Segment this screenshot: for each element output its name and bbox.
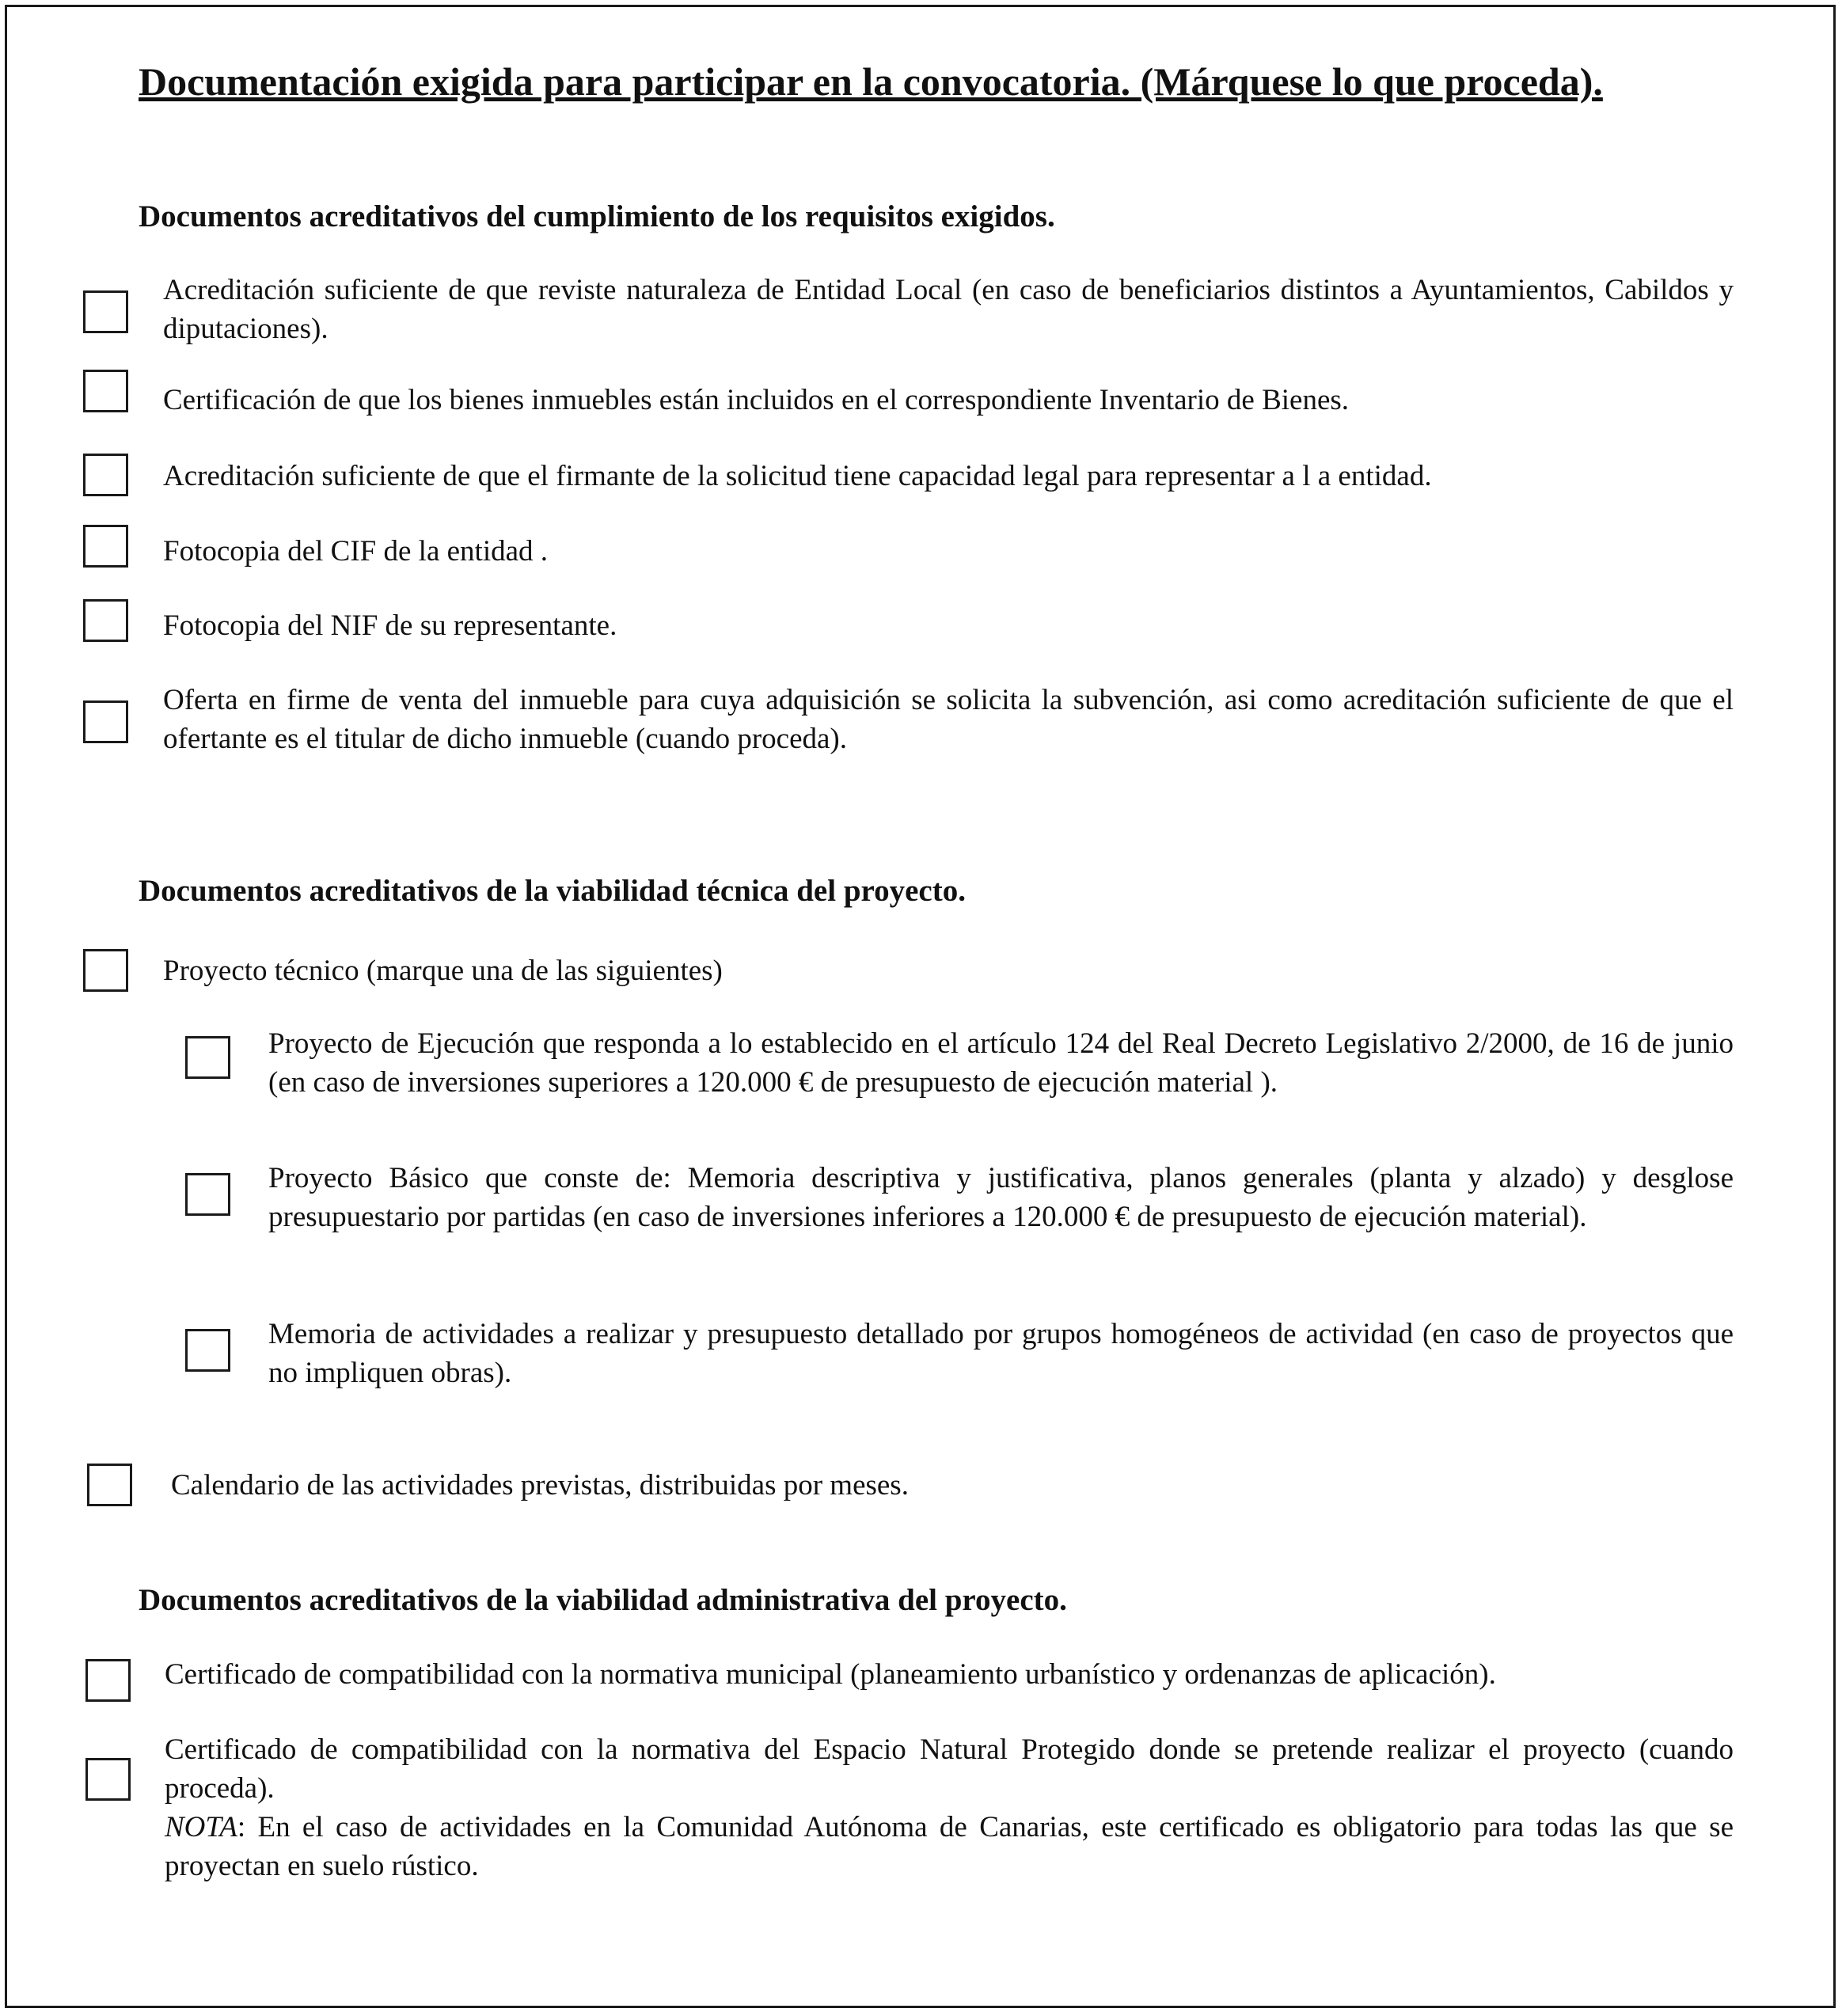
item-normativa-municipal: Certificado de compatibilidad con la normativa municipal (planeamiento urbanístico y ordenanzas de aplicación).: [165, 1658, 1496, 1691]
checkbox-proyecto-tecnico[interactable]: [83, 949, 128, 992]
section-heading-requisitos: Documentos acreditativos del cumplimiento de los requisitos exigidos.: [139, 199, 1055, 233]
checkbox-nif-representante[interactable]: [83, 599, 128, 642]
checkbox-memoria-actividades[interactable]: [185, 1329, 230, 1372]
checkbox-capacidad-legal[interactable]: [83, 454, 128, 496]
section-heading-viabilidad-administrativa: Documentos acreditativos de la viabilidad administrativa del proyecto.: [139, 1583, 1067, 1617]
nota-text: : En el caso de actividades en la Comunidad Autónoma de Canarias, este certificado es obligatorio para todas las que se proyectan en suelo rústico.: [165, 1811, 1734, 1882]
subitem-proyecto-ejecucion: Proyecto de Ejecución que responda a lo establecido en el artículo 124 del Real Decreto Legislativo 2/2000, de 16 de junio (en caso de inversiones superiores a 120.000 € de presupuesto de ejecución material ).: [268, 1027, 1734, 1099]
item-oferta-venta: Oferta en firme de venta del inmueble para cuya adquisición se solicita la subvención, asi como acreditación suficiente de que el ofertante es el titular de dicho inmueble (cuando proceda).: [163, 684, 1734, 755]
nota-label: NOTA: [165, 1811, 237, 1843]
checkbox-cif-entidad[interactable]: [83, 525, 128, 568]
checkbox-oferta-venta[interactable]: [83, 700, 128, 743]
subitem-proyecto-basico: Proyecto Básico que conste de: Memoria descriptiva y justificativa, planos generales (planta y alzado) y desglose presupuestario por partidas (en caso de inversiones inferiores a 120.000 € de presupuesto de ejecución material).: [268, 1162, 1734, 1233]
item-inventario-bienes: Certificación de que los bienes inmuebles están incluidos en el correspondiente Inventario de Bienes.: [163, 384, 1350, 416]
checkbox-proyecto-basico[interactable]: [185, 1173, 230, 1216]
item-entidad-local: Acreditación suficiente de que reviste naturaleza de Entidad Local (en caso de beneficiarios distintos a Ayuntamientos, Cabildos y diputaciones).: [163, 274, 1734, 345]
item-proyecto-tecnico: Proyecto técnico (marque una de las siguientes): [163, 955, 723, 987]
checkbox-calendario[interactable]: [87, 1464, 132, 1506]
nota-block: [165, 1808, 1734, 1885]
checkbox-entidad-local[interactable]: [83, 290, 128, 333]
section-heading-viabilidad-tecnica: Documentos acreditativos de la viabilidad técnica del proyecto.: [139, 874, 966, 908]
item-espacio-natural: [165, 1730, 1734, 1885]
checkbox-inventario-bienes[interactable]: [83, 370, 128, 412]
checkbox-espacio-natural[interactable]: [85, 1758, 131, 1801]
checkbox-normativa-municipal[interactable]: [85, 1659, 131, 1702]
item-nif-representante: Fotocopia del NIF de su representante.: [163, 609, 617, 642]
item-espacio-natural-text: Certificado de compatibilidad con la normativa del Espacio Natural Protegido donde se pretende realizar el proyecto (cuando proceda).: [165, 1733, 1734, 1805]
checkbox-proyecto-ejecucion[interactable]: [185, 1036, 230, 1079]
item-capacidad-legal: Acreditación suficiente de que el firmante de la solicitud tiene capacidad legal para representar a l a entidad.: [163, 460, 1432, 492]
page-frame: [5, 5, 1836, 2008]
item-cif-entidad: Fotocopia del CIF de la entidad .: [163, 535, 549, 568]
item-calendario: Calendario de las actividades previstas, distribuidas por meses.: [171, 1469, 909, 1502]
document-title: Documentación exigida para participar en la convocatoria. (Márquese lo que proceda).: [139, 59, 1603, 104]
subitem-memoria-actividades: Memoria de actividades a realizar y presupuesto detallado por grupos homogéneos de actividad (en caso de proyectos que no impliquen obras).: [268, 1318, 1734, 1389]
